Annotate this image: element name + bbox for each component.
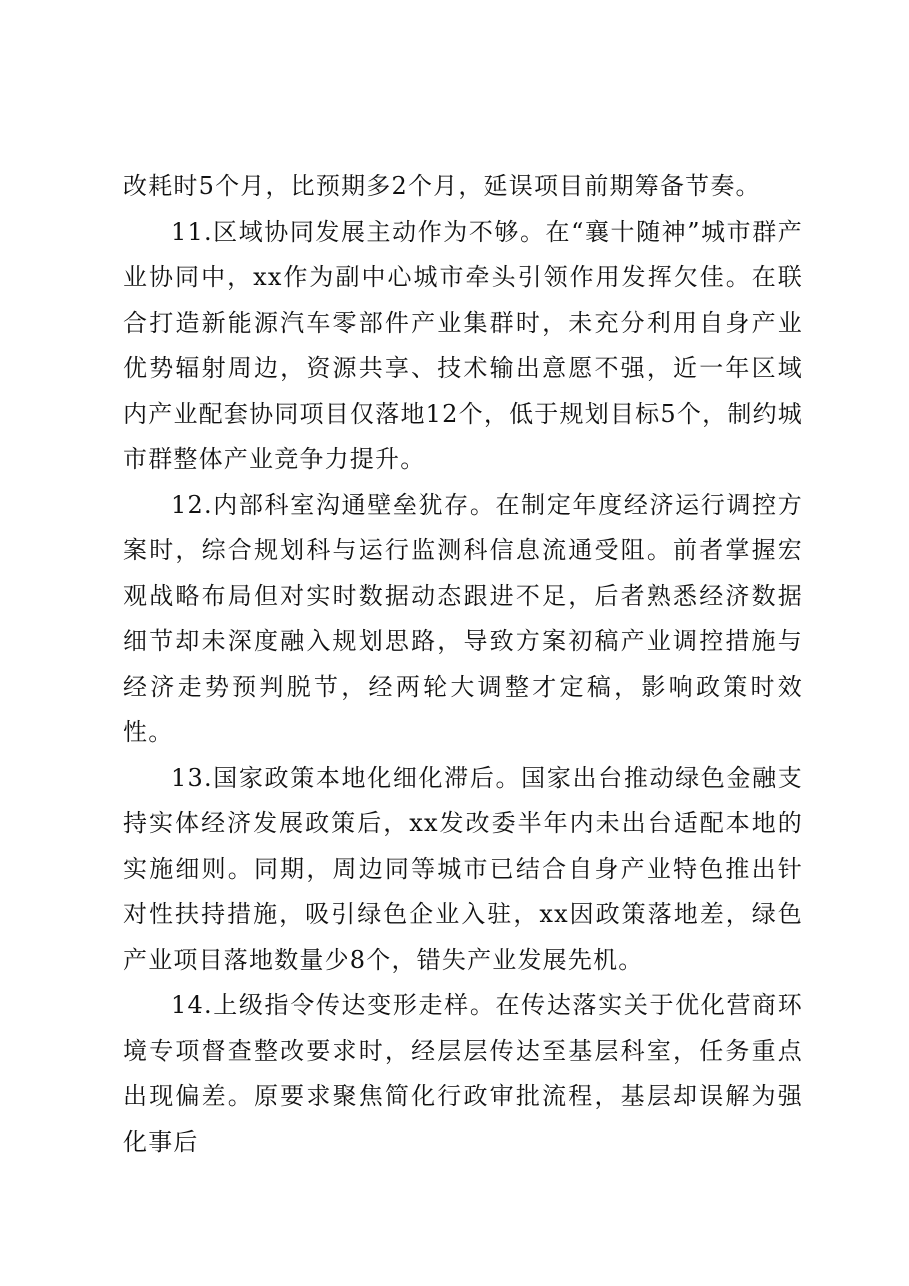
paragraph-item-14: 14.上级指令传达变形走样。在传达落实关于优化营商环境专项督查整改要求时，经层层传达至基层科室，任务重点出现偏差。原要求聚焦简化行政审批流程，基层却误解为强化事后 <box>123 991 803 1156</box>
paragraph-continuation: 改耗时5个月，比预期多2个月，延误项目前期筹备节奏。 <box>123 172 761 200</box>
paragraph-item-13: 13.国家政策本地化细化滞后。国家出台推动绿色金融支持实体经济发展政策后，xx发改委半年内未出台适配本地的实施细则。同期，周边同等城市已结合自身产业特色推出针对性扶持措施，吸引绿色企业入驻，xx因政策落地差，绿色产业项目落地数量少8个，错失产业发展先机。 <box>123 763 803 974</box>
document-body <box>123 164 803 1165</box>
paragraph-item-12: 12.内部科室沟通壁垒犹存。在制定年度经济运行调控方案时，综合规划科与运行监测科信息流通受阻。前者掌握宏观战略布局但对实时数据动态跟进不足，后者熟悉经济数据细节却未深度融入规划思路，导致方案初稿产业调控措施与经济走势预判脱节，经两轮大调整才定稿，影响政策时效性。 <box>123 490 803 746</box>
paragraph-item-11: 11.区域协同发展主动作为不够。在“襄十随神”城市群产业协同中，xx作为副中心城市牵头引领作用发挥欠佳。在联合打造新能源汽车零部件产业集群时，未充分利用自身产业优势辐射周边，资源共享、技术输出意愿不强，近一年区域内产业配套协同项目仅落地12个，低于规划目标5个，制约城市群整体产业竞争力提升。 <box>123 217 803 473</box>
